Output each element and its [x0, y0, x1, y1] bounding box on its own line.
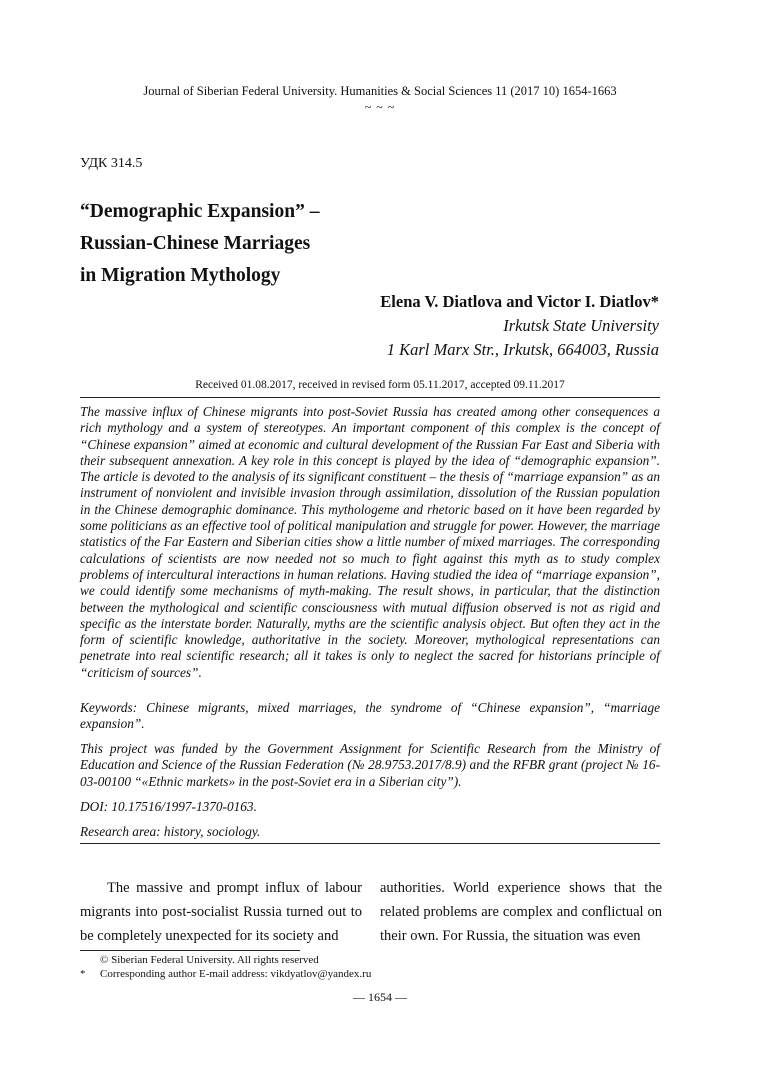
corresponding-author-footnote — [80, 968, 371, 980]
author-affiliation: Irkutsk State University — [503, 316, 659, 335]
article-title — [80, 196, 500, 292]
copyright-footnote: © Siberian Federal University. All rights reserved — [100, 954, 319, 966]
body-column-left: The massive and prompt influx of labour migrants into post-socialist Russia turned out to be completely unexpected for its society and — [80, 880, 362, 944]
header-separator: ~ ~ ~ — [364, 100, 396, 114]
keywords: Keywords: Chinese migrants, mixed marriages, the syndrome of “Chinese expansion”, “marriage expansion”. — [80, 700, 660, 732]
research-area: Research area: history, sociology. — [80, 824, 261, 839]
abstract: The massive influx of Chinese migrants into post-Soviet Russia has created among other consequences a rich mythology and a system of stereotypes. An important component of this complex is the concept of “Chinese expansion” aimed at economic and cultural development of the Russian Far East and Siberia with their subsequent annexation. A key role in this concept is played by the idea of “demographic expansion”. The article is devoted to the analysis of its significant constituent – the thesis of “marriage expansion” as an instrument of nonviolent and invisible invasion through assimilation, dissolution of the Russian population in the Chinese demographic dominance. This mythologeme and rhetoric based on it have been regarded by some politicians as an effective tool of political manipulation and struggle for power. However, the marriage statistics of the Far Eastern and Siberian cities show a little number of mixed marriages. The corresponding calculations of scientists are now needed not so much to fight against this myth as to study complex problems of intercultural interactions in human relations. Having studied the idea of “marriage expansion”, we could identify some mechanisms of myth-making. The result shows, in particular, that the distinction between the mythological and scientific consciousness with mutual diffusion observed is not as rigid and specific as the interstate border. Naturally, myths are the scientific analysis object. But often they act in the form of scientific knowledge, authoritative in the society. Moreover, mythological representations can penetrate into real scientific research; all it takes is only to neglect the sacred for historians principle of “criticism of sources”. — [80, 404, 660, 680]
footnote-marker: * — [80, 968, 86, 980]
divider — [80, 843, 660, 844]
title-line: in Migration Mythology — [80, 265, 281, 286]
divider — [80, 397, 660, 398]
body-column-right: authorities. World experience shows that the related problems are complex and conflictual on their own. For Russia, the situation was even — [380, 880, 662, 944]
funding-note: This project was funded by the Government Assignment for Scientific Research from the Ministry of Education and Science of the Russian Federation (№ 28.9753.2017/8.9) and the RFBR grant (project № 16-03-00100 “«Ethnic markets» in the post-Soviet era in a Siberian city”). — [80, 741, 660, 789]
page-number: — 1654 — — [353, 990, 407, 1004]
udk-code: УДК 314.5 — [80, 156, 143, 171]
doi: DOI: 10.17516/1997-1370-0163. — [80, 799, 257, 814]
author-names: Elena V. Diatlova and Victor I. Diatlov* — [380, 292, 659, 311]
corresponding-author-text: Corresponding author E-mail address: vikdyatlov@yandex.ru — [100, 968, 372, 980]
title-line: Russian-Chinese Marriages — [80, 233, 311, 254]
author-address: 1 Karl Marx Str., Irkutsk, 664003, Russia — [386, 340, 659, 359]
author-block — [380, 290, 659, 362]
journal-header: Journal of Siberian Federal University. Humanities & Social Sciences 11 (2017 10) 1654-1663 — [143, 84, 617, 98]
title-line: “Demographic Expansion” – — [80, 201, 320, 222]
footnote-divider — [80, 950, 300, 951]
received-dates: Received 01.08.2017, received in revised form 05.11.2017, accepted 09.11.2017 — [195, 379, 565, 391]
